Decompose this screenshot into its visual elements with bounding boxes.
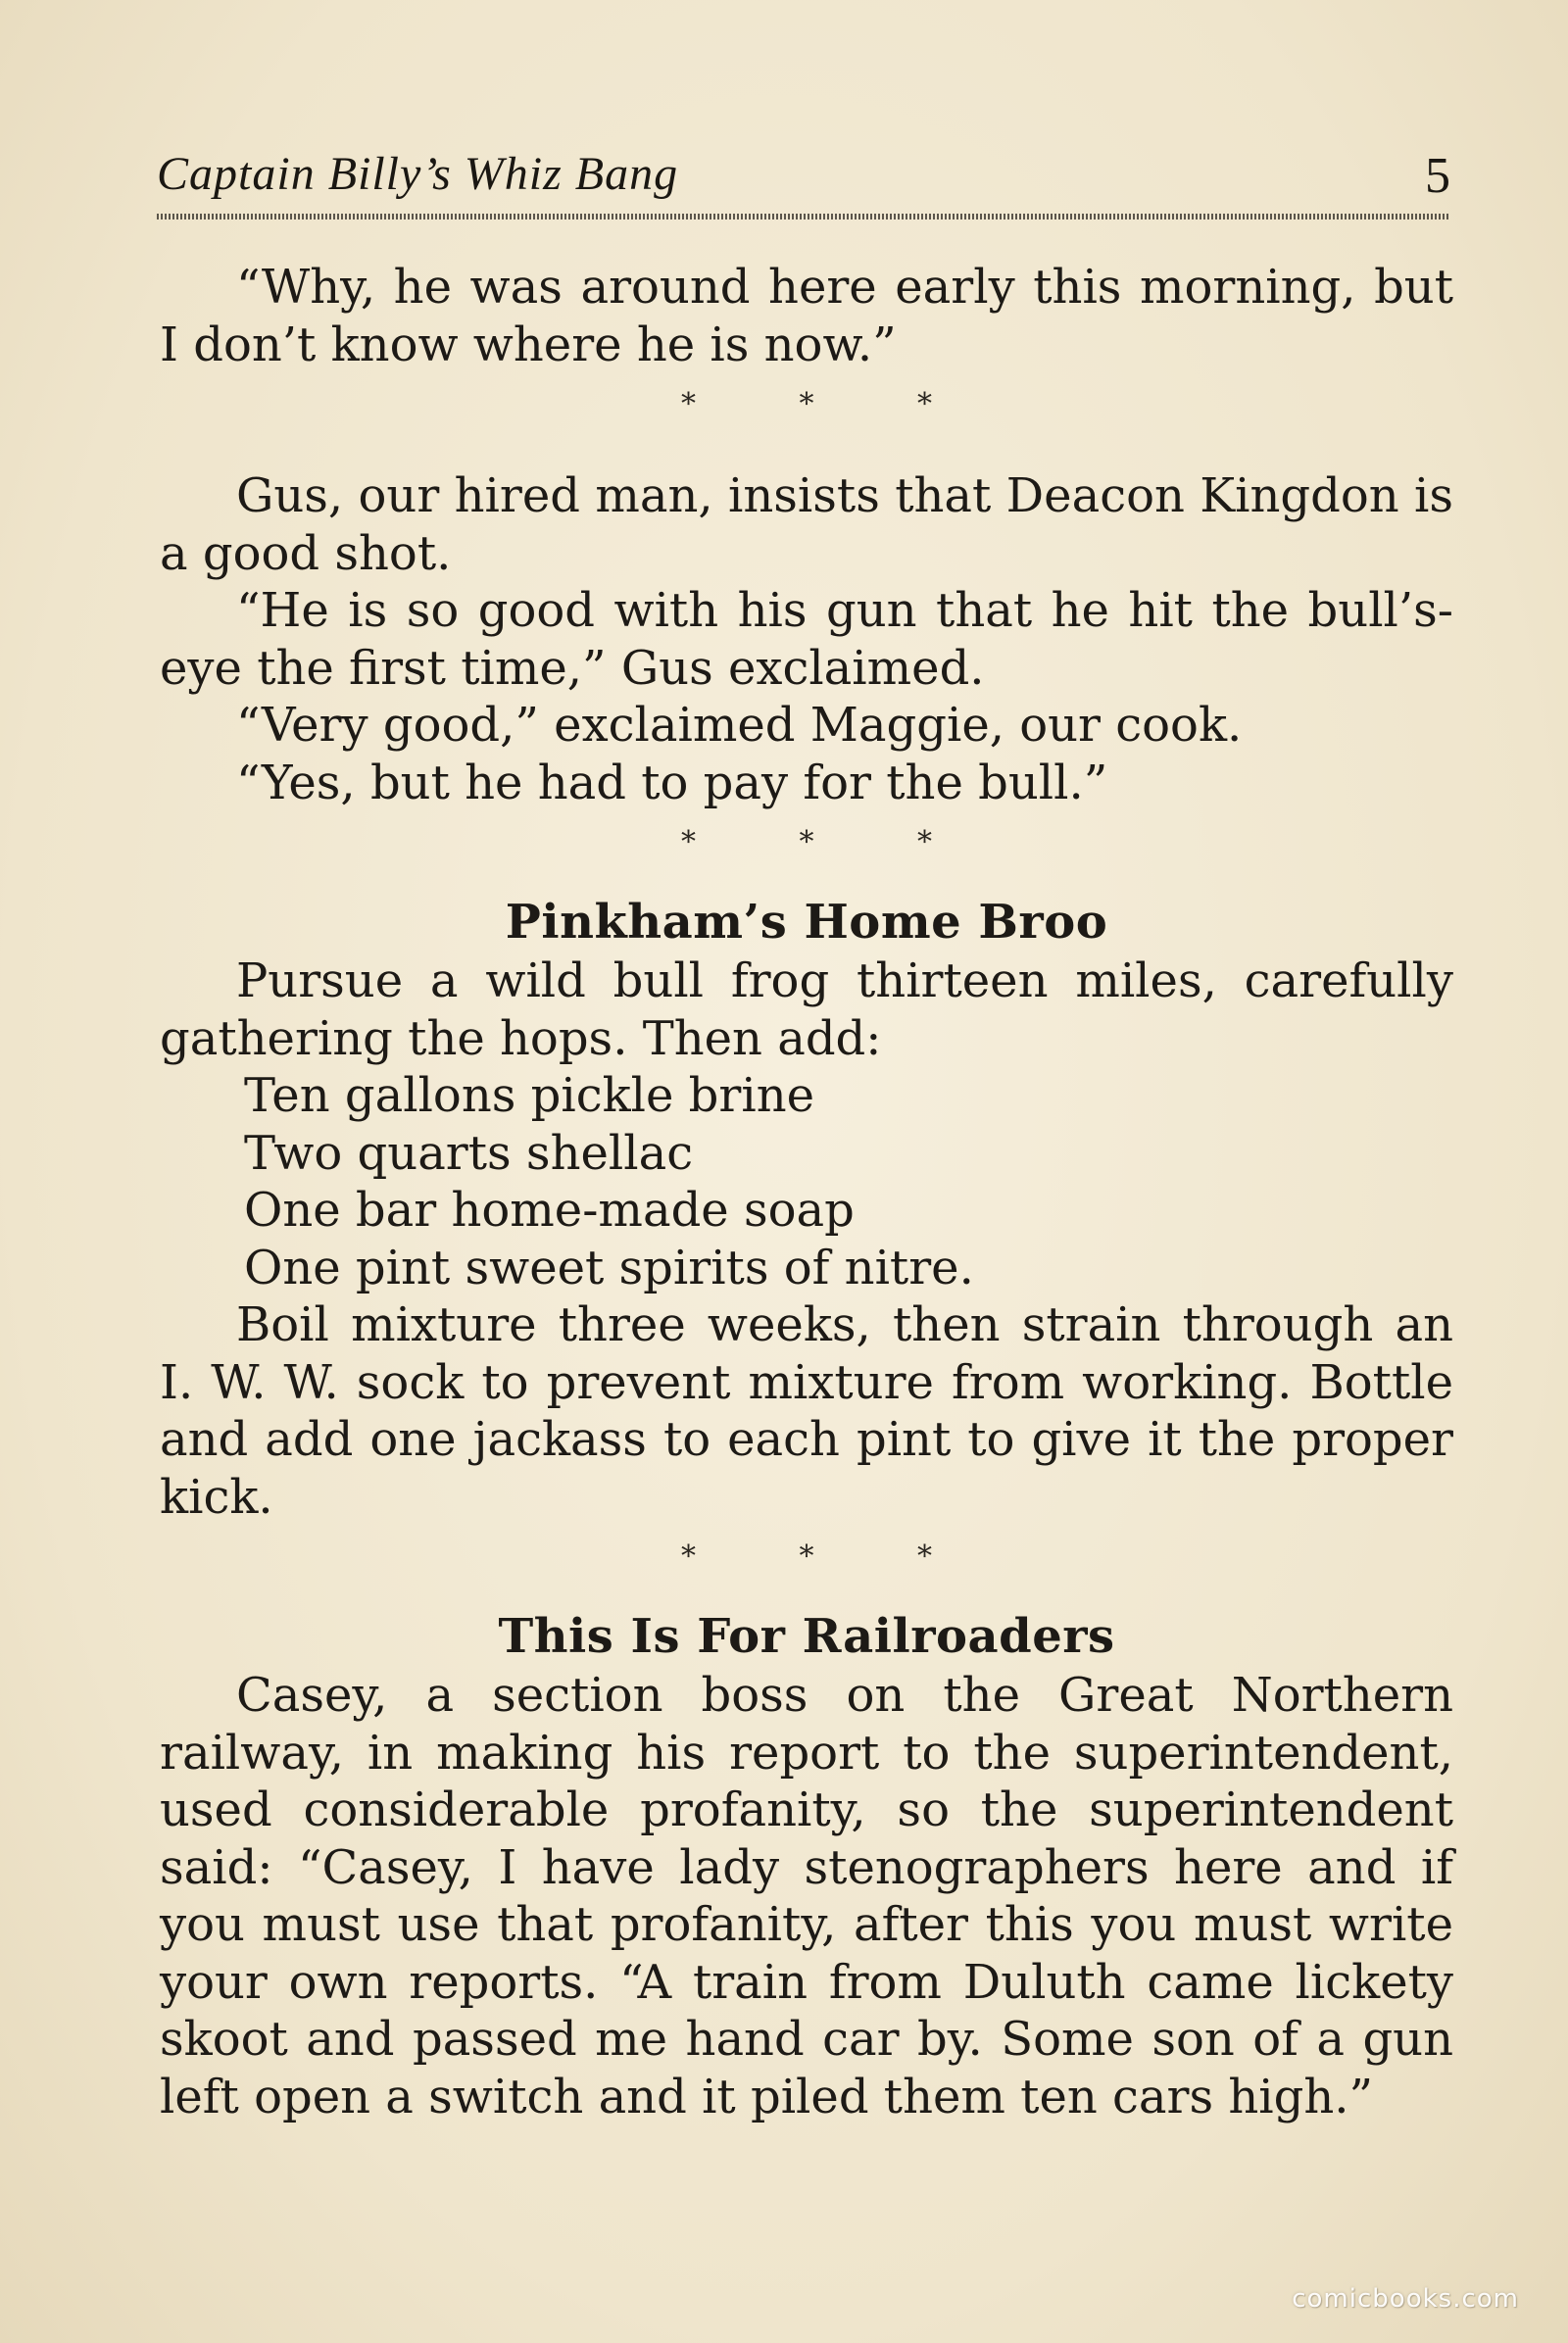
gus-paragraph-1: Gus, our hired man, insists that Deacon Kingdon is a good shot. [160,468,1453,581]
running-title: Captain Billy’s Whiz Bang [157,148,679,200]
railroad-body: Casey, a section boss on the Great Northern railway, in making his report to the superintendent, used considerable profanity, so the superintendent said: “Casey, I have lady stenographers here and if you must use that profanity, after this you must write your own reports. “A train from Duluth came lickety skoot and passed me hand car by. Some son of a gun left open a switch and it piled them ten cars high.” [160,1668,1453,2124]
site-watermark: comicbooks.com [1292,2284,1519,2314]
intro-paragraph: “Why, he was around here early this morning, but I don’t know where he is now.” [160,260,1453,372]
recipe-instructions: Boil mixture three weeks, then strain through an I. W. W. sock to prevent mixture from working. Bottle and add one jackass to each pint to give it the proper kick. [160,1297,1453,1525]
gus-paragraph-3: “Very good,” exclaimed Maggie, our cook. [236,698,1243,753]
section-separator: * * * [680,387,980,421]
section-separator: * * * [680,825,980,859]
page-header [157,147,1450,206]
ingredient-line: One bar home-made soap [244,1183,855,1238]
ingredient-line: Ten gallons pickle brine [244,1068,815,1123]
section-separator: * * * [680,1539,980,1574]
page-number: 5 [1425,148,1450,204]
recipe-heading: Pinkham’s Home Broo [505,895,1108,950]
page-body [160,259,1453,2125]
ingredient-line: One pint sweet spirits of nitre. [244,1240,974,1295]
recipe-intro: Pursue a wild bull frog thirteen miles, carefully gathering the hops. Then add: [160,953,1453,1066]
header-rule [157,214,1450,220]
gus-paragraph-2: “He is so good with his gun that he hit the bull’s-eye the first time,” Gus exclaimed. [160,583,1453,696]
gus-paragraph-4: “Yes, but he had to pay for the bull.” [236,755,1108,810]
ingredient-line: Two quarts shellac [244,1125,694,1181]
railroad-heading: This Is For Railroaders [498,1609,1115,1664]
